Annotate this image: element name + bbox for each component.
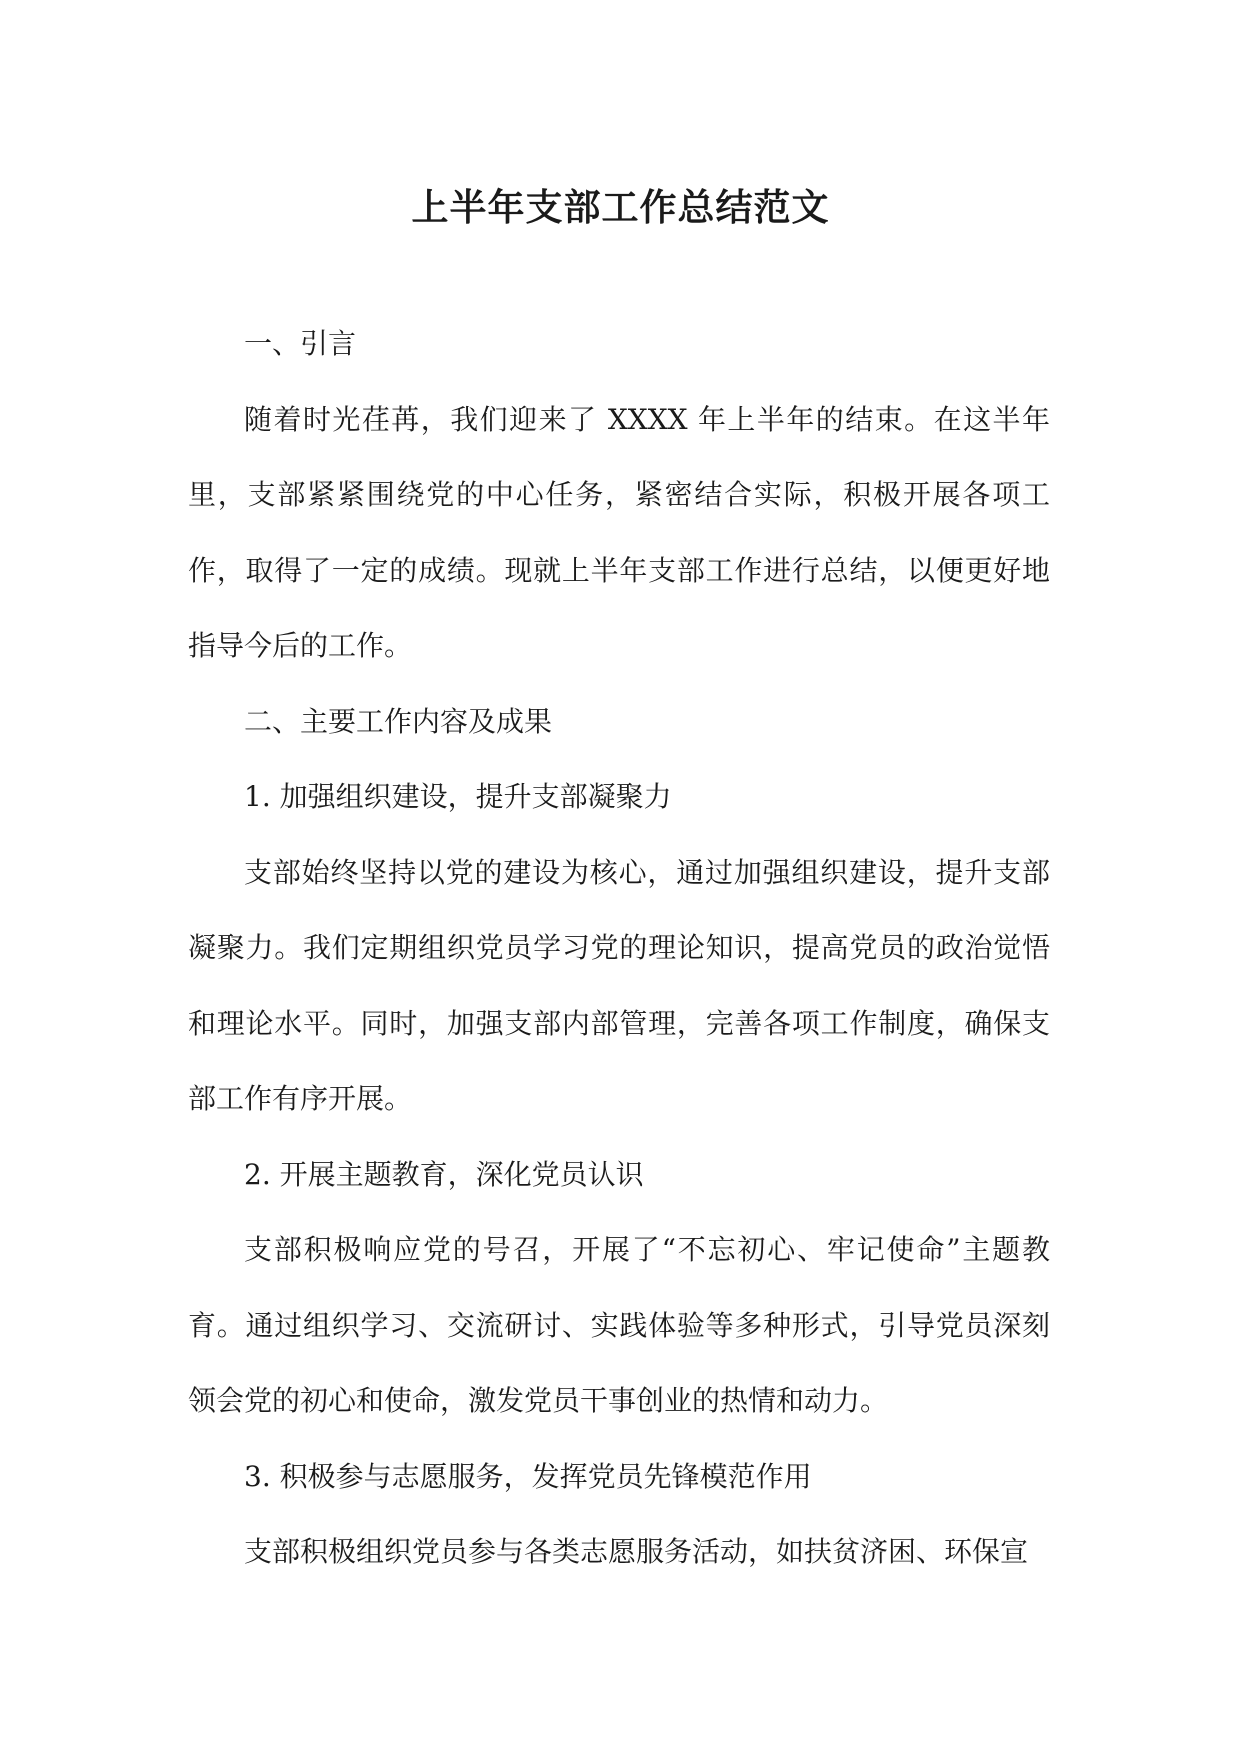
paragraph-volunteer-service: 支部积极组织党员参与各类志愿服务活动，如扶贫济困、环保宣 xyxy=(244,1535,1029,1568)
document-title: 上半年支部工作总结范文 xyxy=(411,185,830,229)
document-body xyxy=(188,306,1050,1590)
section-heading-introduction: 一、引言 xyxy=(244,327,357,360)
paragraph-theme-education: 支部积极响应党的号召，开展了“不忘初心、牢记使命”主题教育。通过组织学习、交流研讨、实践体验等多种形式，引导党员深刻领会党的初心和使命，激发党员干事创业的热情和动力。 xyxy=(188,1233,1050,1417)
subheading-theme-education: 2. 开展主题教育，深化党员认识 xyxy=(244,1157,644,1191)
paragraph-introduction: 随着时光荏苒，我们迎来了 XXXX 年上半年的结束。在这半年里，支部紧紧围绕党的中心任务，紧密结合实际，积极开展各项工作，取得了一定的成绩。现就上半年支部工作进行总结，以便更好地指导今后的工作。 xyxy=(188,402,1050,662)
paragraph-organization: 支部始终坚持以党的建设为核心，通过加强组织建设，提升支部凝聚力。我们定期组织党员学习党的理论知识，提高党员的政治觉悟和理论水平。同时，加强支部内部管理，完善各项工作制度，确保支部工作有序开展。 xyxy=(188,855,1050,1115)
subheading-volunteer-service: 3. 积极参与志愿服务，发挥党员先锋模范作用 xyxy=(244,1459,812,1493)
subheading-organization: 1. 加强组织建设，提升支部凝聚力 xyxy=(244,780,672,813)
section-heading-main-work: 二、主要工作内容及成果 xyxy=(244,704,553,738)
